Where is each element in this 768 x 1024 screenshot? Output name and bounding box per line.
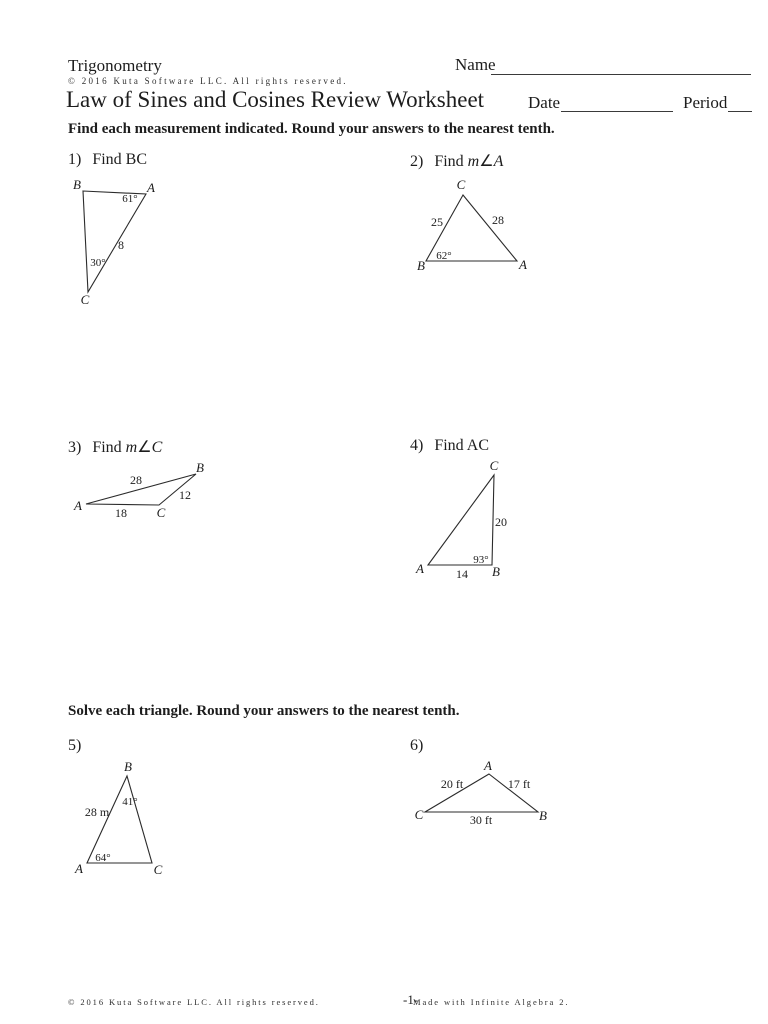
side-label: 28 [492, 213, 504, 227]
triangle-figure-3 [73, 460, 204, 520]
vertex-label: B [492, 564, 500, 579]
date-label: Date [528, 93, 561, 112]
side-label: 20 ft [440, 777, 464, 791]
angle-label: 61° [122, 193, 138, 205]
section-2-instruction: Solve each triangle. Round your answers to the nearest tenth. [68, 703, 460, 719]
vertex-label: B [417, 258, 425, 273]
triangle-5-outline [84, 776, 152, 863]
triangle-1-outline [83, 191, 146, 292]
period-label: Period [683, 93, 728, 112]
triangle-4-outline [428, 475, 494, 565]
triangle-figure-1 [73, 177, 155, 307]
copyright-line: © 2016 Kuta Software LLC. All rights reserved. [68, 76, 348, 86]
side-label: 28 [130, 473, 142, 487]
vertex-label: A [519, 257, 527, 272]
vertex-label: A [484, 758, 492, 773]
vertex-label: B [73, 177, 81, 192]
side-label: 8 [118, 238, 124, 252]
side-label: 25 [431, 215, 443, 229]
problem-2-prompt: Find [434, 153, 468, 170]
vertex-label: B [124, 759, 132, 774]
angle-label: 41° [122, 796, 138, 808]
angle-label: 62° [436, 250, 452, 262]
side-label: 18 [115, 506, 127, 520]
vertex-label: B [196, 460, 204, 475]
footer-made-with: Made with Infinite Algebra 2. [413, 997, 570, 1007]
vertex-label: C [80, 292, 90, 307]
side-label: 17 ft [507, 777, 531, 791]
vertex-label: C [456, 177, 466, 192]
vertex-label: C [156, 505, 166, 520]
problem-5-number: 5) [68, 737, 82, 754]
vertex-label: C [153, 862, 163, 877]
vertex-label: A [416, 561, 424, 576]
side-label: 12 [179, 488, 191, 502]
vertex-label: C [414, 807, 424, 822]
triangle-figure-4 [415, 458, 507, 581]
name-label: Name [455, 55, 496, 74]
angle-label: 30° [90, 257, 106, 269]
vertex-label: C [489, 458, 499, 473]
course-name: Trigonometry [68, 56, 162, 75]
problem-6-number: 6) [410, 737, 424, 754]
section-1-instruction: Find each measurement indicated. Round your answers to the nearest tenth. [68, 121, 555, 137]
vertex-label: A [147, 180, 155, 195]
problem-3-number: 3) [68, 439, 82, 456]
side-label: 14 [456, 567, 468, 581]
angle-label: 93° [473, 554, 489, 566]
triangle-figure-5 [74, 759, 163, 877]
problem-4-prompt: Find AC [434, 437, 490, 454]
problem-3-prompt: Find [92, 439, 126, 456]
problem-4-number: 4) [410, 437, 424, 454]
vertex-label: B [539, 808, 547, 823]
side-label: 28 m [84, 805, 110, 819]
triangle-figure-2 [417, 177, 527, 273]
problem-2-number: 2) [410, 153, 424, 170]
footer-page-number: -1- [403, 992, 419, 1007]
page-title: Law of Sines and Cosines Review Worksheet [66, 87, 485, 112]
triangle-figure-6 [415, 758, 547, 827]
side-label: 30 ft [469, 813, 493, 827]
side-label: 20 [495, 515, 507, 529]
problem-2-prompt-math: m∠A [467, 153, 504, 170]
angle-label: 64° [95, 852, 111, 864]
vertex-label: A [74, 498, 82, 513]
problem-1-number: 1) [68, 151, 82, 168]
problem-3-prompt-math: m∠C [125, 439, 163, 456]
vertex-label: A [75, 861, 83, 876]
problem-1-prompt: Find BC [92, 151, 148, 168]
footer-copyright: © 2016 Kuta Software LLC. All rights reserved. [68, 997, 320, 1007]
